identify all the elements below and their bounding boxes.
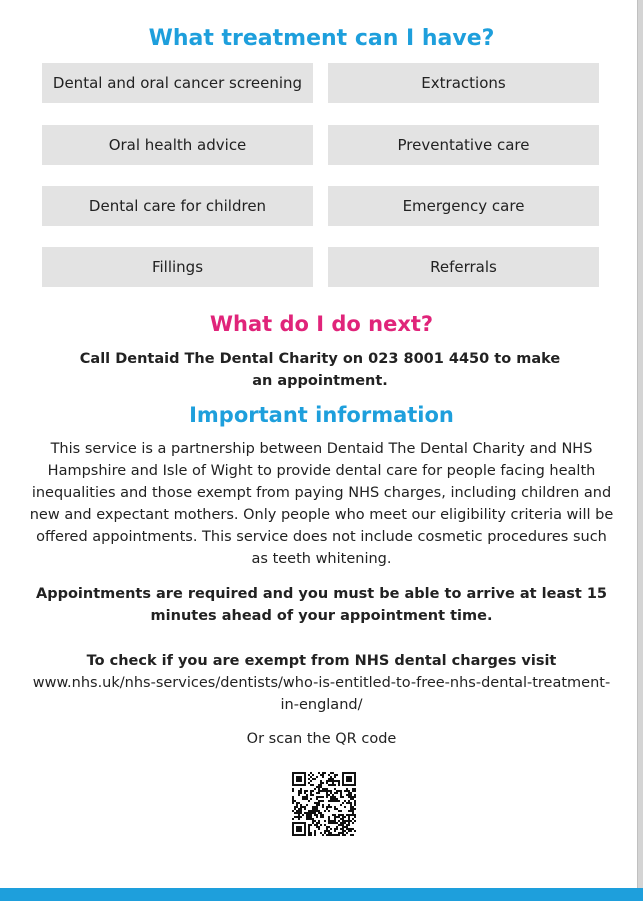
important-info-heading: Important information	[189, 403, 454, 427]
treatment-tile: Referrals	[328, 247, 599, 287]
footer-bar	[0, 888, 643, 901]
exemption-check-lead: To check if you are exempt from NHS dental charges visit	[86, 653, 557, 669]
appointments-note: Appointments are required and you must be able to arrive at least 15 minutes ahead of your appointment time.	[35, 586, 608, 624]
page-edge	[637, 0, 643, 888]
treatment-tile: Preventative care	[328, 125, 599, 165]
call-instruction: Call Dentaid The Dental Charity on 023 8001 4450 to make an appointment.	[79, 351, 561, 389]
exemption-check-link[interactable]: www.nhs.uk/nhs-services/dentists/who-is-entitled-to-free-nhs-dental-treatment-in-england/	[32, 675, 611, 713]
treatment-heading: What treatment can I have?	[148, 26, 495, 51]
treatment-tile: Dental care for children	[42, 186, 313, 226]
scan-qr-text: Or scan the QR code	[246, 731, 397, 747]
next-steps-heading: What do I do next?	[209, 312, 434, 336]
qr-code[interactable]	[292, 772, 356, 836]
treatment-tile: Dental and oral cancer screening	[42, 63, 313, 103]
service-description: This service is a partnership between Dentaid The Dental Charity and NHS Hampshire and Isle of Wight to provide dental care for people facing health inequalities and those exempt from paying NHS charges, including children and new and expectant mothers. Only people who meet our eligibility criteria will be offered appointments. This service does not include cosmetic procedures such as teeth whitening.	[29, 441, 614, 567]
treatment-tile: Oral health advice	[42, 125, 313, 165]
treatment-tile: Extractions	[328, 63, 599, 103]
treatment-tile: Fillings	[42, 247, 313, 287]
treatment-tile: Emergency care	[328, 186, 599, 226]
